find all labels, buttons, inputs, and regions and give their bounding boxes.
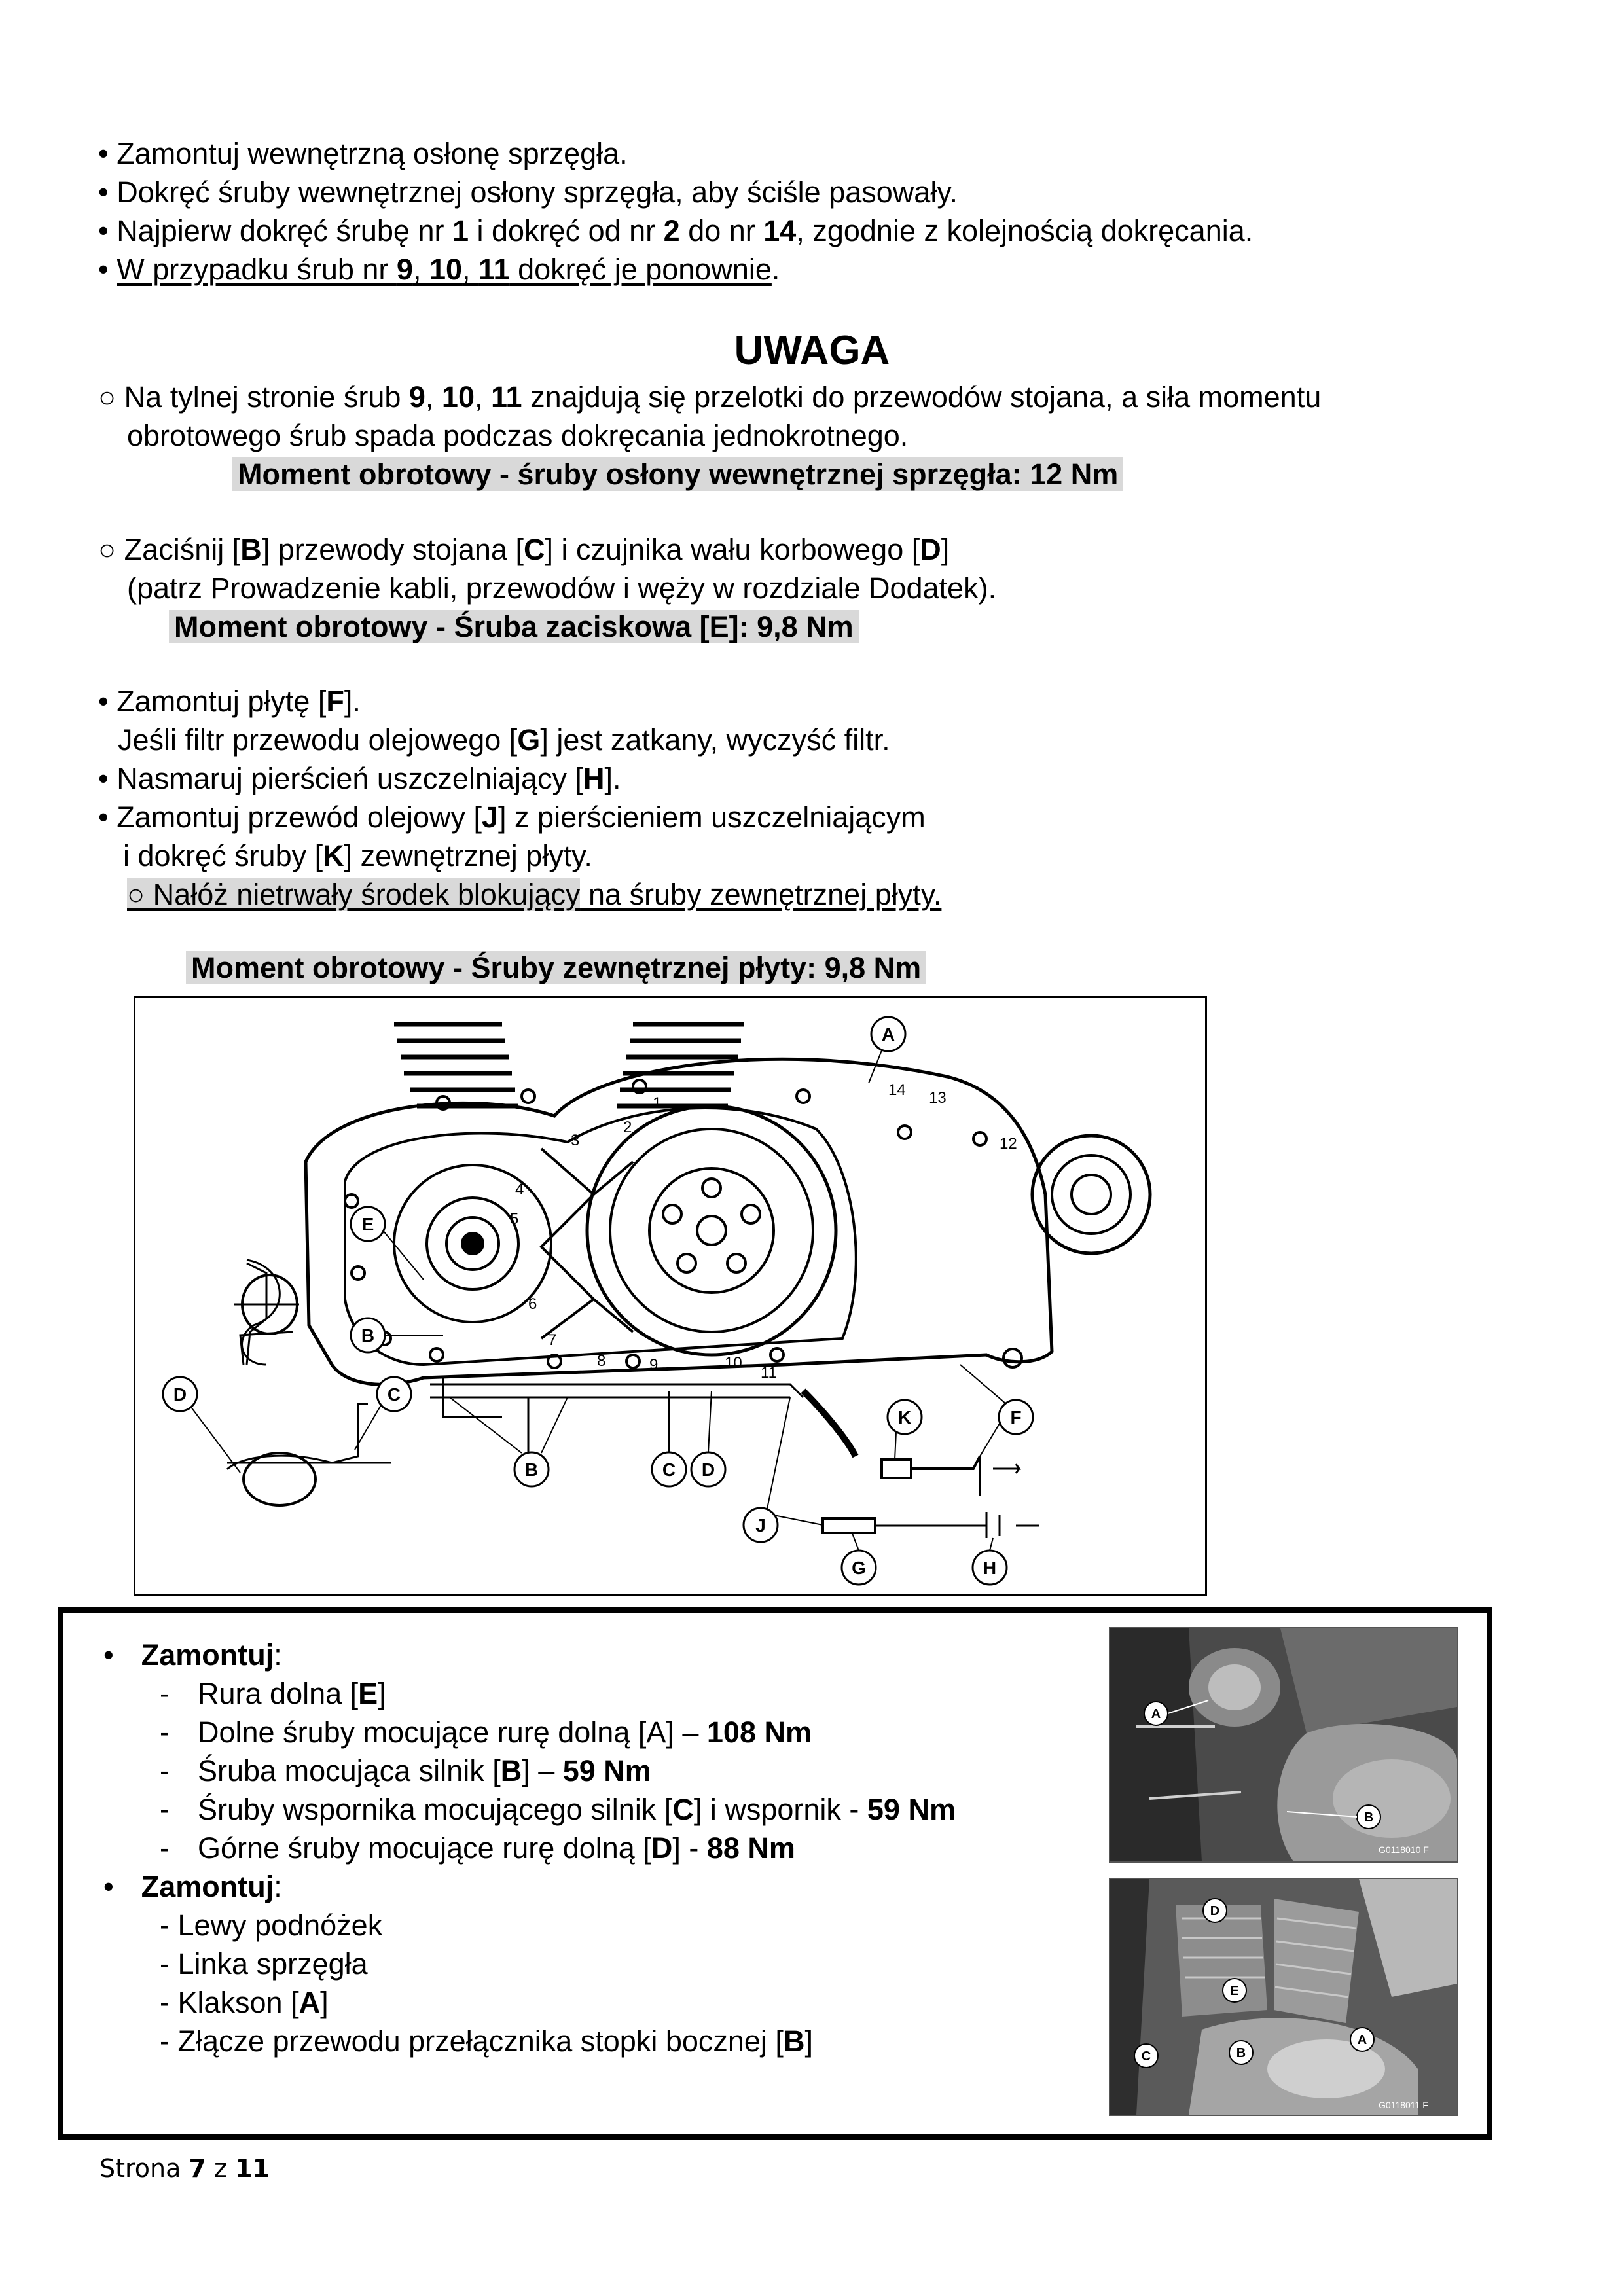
callout-f [960, 1365, 1033, 1456]
svg-text:G: G [852, 1558, 866, 1578]
callout-j [744, 1397, 823, 1542]
bolt-number: 8 [597, 1352, 606, 1370]
svg-text:H: H [983, 1558, 997, 1578]
bolt-number: 14 [888, 1081, 906, 1099]
install-item-clutch-cable: - Linka sprzęgła [160, 1947, 368, 1981]
engine-drawing [135, 998, 1205, 1594]
photo2-code: G0118011 F [1379, 2100, 1428, 2110]
bolt-number: 5 [510, 1210, 519, 1228]
photo-engine-side [1109, 1878, 1458, 2116]
note-line-2: obrotowego śrub spada podczas dokręcania jednokrotnego. [127, 419, 909, 452]
callout-d-left [163, 1377, 240, 1473]
install-item-bracket-bolts: - Śruby wspornika mocującego silnik [C] i wspornik - 59 Nm [160, 1793, 956, 1826]
photo2-label-c: C [1141, 2049, 1151, 2064]
callout-h [973, 1538, 1007, 1585]
step-retighten: • W przypadku śrub nr 9, 10, 11 dokręć je ponownie. [98, 253, 780, 286]
svg-text:C: C [662, 1460, 676, 1480]
svg-text:A: A [881, 1024, 895, 1045]
svg-text:J: J [755, 1515, 766, 1535]
step-apply-locking-agent: ○ Nałóż nietrwały środek blokujący na śruby zewnętrznej płyty. [127, 878, 942, 911]
callout-c-bottom [652, 1391, 686, 1486]
note-line-4: (patrz Prowadzenie kabli, przewodów i węży w rozdziale Dodatek). [127, 571, 997, 605]
install-item-engine-bolt: - Śruba mocująca silnik [B] – 59 Nm [160, 1754, 651, 1787]
svg-text:F: F [1010, 1407, 1022, 1427]
install-item-horn: - Klakson [A] [160, 1986, 329, 2019]
torque-inner-cover: Moment obrotowy - śruby osłony wewnętrznej sprzęgła: 12 Nm [232, 456, 1123, 493]
step-tighten-bolts: • Dokręć śruby wewnętrznej osłony sprzęgła, aby ściśle pasowały. [98, 175, 958, 209]
install-item-upper-bolts: - Górne śruby mocujące rurę dolną [D] - 88 Nm [160, 1831, 795, 1865]
bolt-number: 9 [649, 1356, 659, 1374]
svg-text:D: D [701, 1460, 715, 1480]
bolt-number: 6 [528, 1295, 537, 1313]
torque-clamp-bolt: Moment obrotowy - Śruba zaciskowa [E]: 9,8 Nm [169, 608, 859, 646]
engine-clutch-diagram [134, 996, 1207, 1596]
svg-text:B: B [361, 1325, 375, 1346]
step-install-oil-pipe: • Zamontuj przewód olejowy [J] z pierścieniem uszczelniającym [98, 800, 926, 834]
step-install-inner-cover: • Zamontuj wewnętrzną osłonę sprzęgła. [98, 137, 628, 170]
install-heading-1: • Zamontuj: [103, 1638, 282, 1672]
svg-text:C: C [387, 1384, 401, 1405]
photo1-label-b: B [1363, 1810, 1374, 1825]
bolt-number: 10 [725, 1354, 742, 1372]
bolt-number: 7 [548, 1331, 557, 1349]
torque-outer-plate: Moment obrotowy - Śruby zewnętrznej płyty: 9,8 Nm [186, 949, 926, 987]
callout-g [842, 1534, 876, 1585]
callout-c-left [355, 1377, 411, 1450]
page-number: Strona 7 z 11 [99, 2154, 270, 2183]
bolt-number: 13 [929, 1089, 947, 1107]
install-heading-2: • Zamontuj: [103, 1870, 282, 1903]
svg-text:E: E [361, 1214, 374, 1234]
callout-k [888, 1400, 922, 1460]
step-tighten-outer-plate: i dokręć śruby [K] zewnętrznej płyty. [123, 839, 592, 872]
photo2-label-a: A [1357, 2033, 1367, 2047]
step-tightening-order: • Najpierw dokręć śrubę nr 1 i dokręć od nr 2 do nr 14, zgodnie z kolejnością dokręcania. [98, 214, 1254, 247]
install-item-sidestand-connector: - Złącze przewodu przełącznika stopki bocznej [B] [160, 2024, 813, 2058]
step-clean-filter: Jeśli filtr przewodu olejowego [G] jest zatkany, wyczyść filtr. [118, 723, 890, 757]
bolt-number: 11 [761, 1364, 777, 1382]
step-install-plate: • Zamontuj płytę [F]. [98, 685, 361, 718]
bolt-number: 1 [653, 1094, 662, 1112]
photo1-label-a: A [1151, 1707, 1161, 1721]
install-summary-box [58, 1607, 1492, 2140]
bolt-number: 4 [515, 1181, 524, 1198]
note-line-3: ○ Zaciśnij [B] przewody stojana [C] i czujnika wału korbowego [D] [98, 533, 950, 566]
svg-text:D: D [173, 1384, 187, 1405]
bolt-number: 3 [571, 1132, 580, 1149]
install-item-footrest: - Lewy podnóżek [160, 1909, 383, 1942]
svg-text:K: K [897, 1407, 912, 1427]
step-grease-oring: • Nasmaruj pierścień uszczelniający [H]. [98, 762, 621, 795]
callout-d-bottom [691, 1391, 725, 1486]
photo1-code: G0118010 F [1379, 1844, 1429, 1855]
callout-a [869, 1017, 905, 1083]
photo2-label-b: B [1236, 2046, 1246, 2060]
photo-horn-area [1109, 1627, 1458, 1863]
callout-b-left [351, 1318, 443, 1352]
callout-b-bottom [450, 1397, 568, 1486]
photo2-label-e: E [1230, 1984, 1239, 1998]
photo2-label-d: D [1210, 1904, 1220, 1918]
note-heading: UWAGA [734, 328, 890, 373]
install-item-down-tube: - Rura dolna [E] [160, 1677, 386, 1710]
install-item-lower-bolts: - Dolne śruby mocujące rurę dolną [A] – 108 Nm [160, 1715, 812, 1749]
bolt-number: 2 [623, 1119, 632, 1136]
svg-text:B: B [524, 1460, 539, 1480]
note-line-1: ○ Na tylnej stronie śrub 9, 10, 11 znajdują się przelotki do przewodów stojana, a siła momentu [98, 380, 1322, 414]
bolt-number: 12 [1000, 1135, 1017, 1153]
